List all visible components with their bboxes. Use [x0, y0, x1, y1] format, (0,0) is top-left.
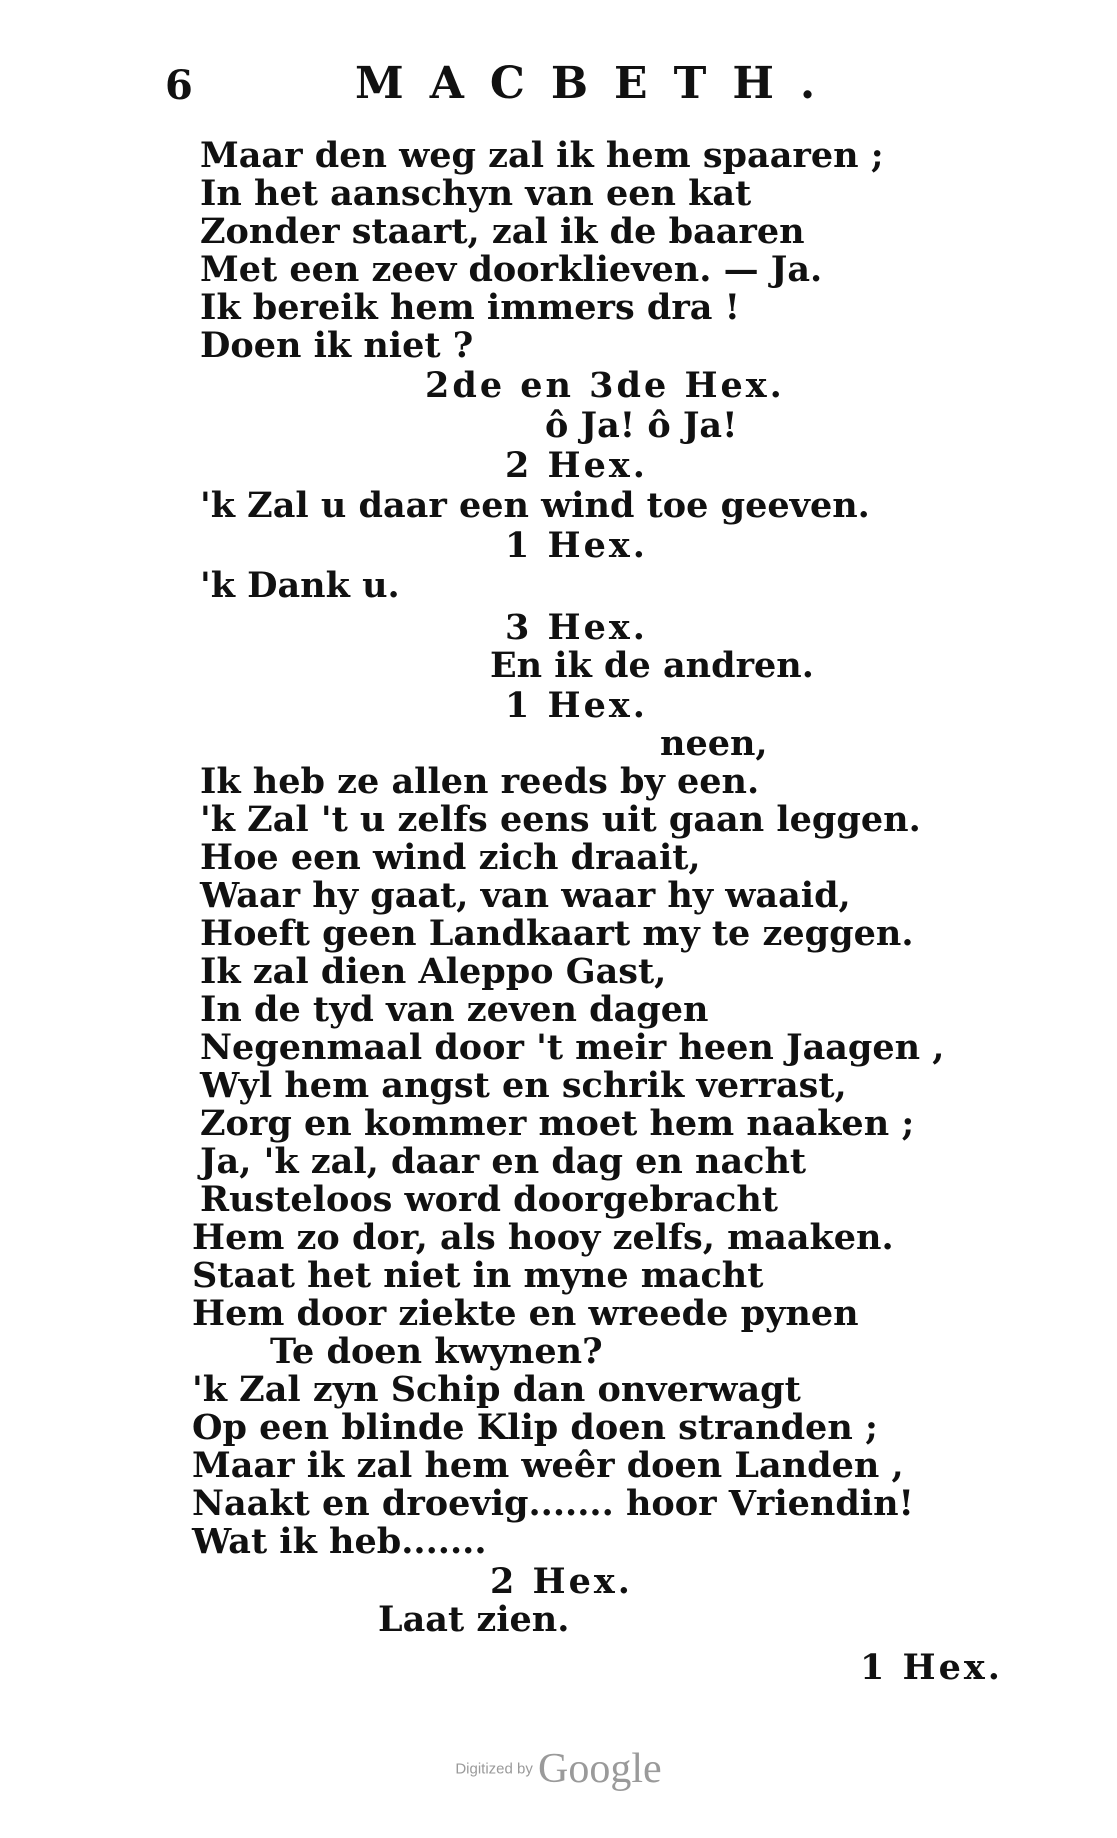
- verse-line: Ik heb ze allen reeds by een.: [200, 761, 760, 802]
- verse-line: Staat het niet in myne macht: [192, 1255, 764, 1296]
- page-number: 6: [165, 62, 193, 109]
- verse-line: Zorg en kommer moet hem naaken ;: [200, 1103, 915, 1144]
- verse-line: Met een zeev doorklieven. — Ja.: [200, 249, 823, 290]
- verse-line: In de tyd van zeven dagen: [200, 989, 709, 1030]
- verse-line: 'k Zal 't u zelfs eens uit gaan leggen.: [200, 799, 921, 840]
- verse-line: Naakt en droevig....... hoor Vriendin!: [192, 1483, 914, 1524]
- verse-line: Wat ik heb.......: [192, 1521, 487, 1562]
- verse-line: In het aanschyn van een kat: [200, 173, 752, 214]
- verse-line: ô Ja! ô Ja!: [545, 405, 738, 446]
- verse-line: Doen ik niet ?: [200, 325, 474, 366]
- verse-line: Maar ik zal hem weêr doen Landen ,: [192, 1445, 904, 1486]
- speaker-heading: 2 Hex.: [505, 445, 648, 486]
- speaker-heading: 2de en 3de Hex.: [425, 365, 785, 406]
- verse-line: neen,: [660, 723, 768, 764]
- verse-line: Zonder staart, zal ik de baaren: [200, 211, 805, 252]
- running-title: MACBETH.: [355, 58, 842, 109]
- verse-line: Hoe een wind zich draait,: [200, 837, 701, 878]
- speaker-heading: 2 Hex.: [490, 1561, 633, 1602]
- verse-line: Ik bereik hem immers dra !: [200, 287, 741, 328]
- verse-line: Ik zal dien Aleppo Gast,: [200, 951, 667, 992]
- verse-line: Hem zo dor, als hooy zelfs, maaken.: [192, 1217, 894, 1258]
- speaker-heading: 1 Hex.: [505, 685, 648, 726]
- watermark-prefix: Digitized by: [455, 1760, 533, 1778]
- verse-line: Op een blinde Klip doen stranden ;: [192, 1407, 878, 1448]
- verse-line: Waar hy gaat, van waar hy waaid,: [200, 875, 851, 916]
- verse-line: 'k Zal zyn Schip dan onverwagt: [192, 1369, 801, 1410]
- speaker-heading: 3 Hex.: [505, 607, 648, 648]
- verse-line: 'k Zal u daar een wind toe geeven.: [200, 485, 870, 526]
- digitized-watermark: [0, 1745, 1117, 1793]
- verse-line: 'k Dank u.: [200, 565, 400, 606]
- verse-line: Negenmaal door 't meir heen Jaagen ,: [200, 1027, 945, 1068]
- verse-line: Hoeft geen Landkaart my te zeggen.: [200, 913, 914, 954]
- catchword: 1 Hex.: [860, 1647, 1003, 1688]
- verse-line: Wyl hem angst en schrik verrast,: [200, 1065, 847, 1106]
- verse-line: Ja, 'k zal, daar en dag en nacht: [200, 1141, 807, 1182]
- verse-line: Hem door ziekte en wreede pynen: [192, 1293, 859, 1334]
- verse-line: Rusteloos word doorgebracht: [200, 1179, 778, 1220]
- verse-line: En ik de andren.: [490, 645, 814, 686]
- google-wordmark: Google: [537, 1746, 662, 1792]
- speaker-heading: 1 Hex.: [505, 525, 648, 566]
- verse-line: Te doen kwynen?: [270, 1331, 603, 1372]
- verse-line: Maar den weg zal ik hem spaaren ;: [200, 135, 884, 176]
- verse-line: Laat zien.: [378, 1599, 570, 1640]
